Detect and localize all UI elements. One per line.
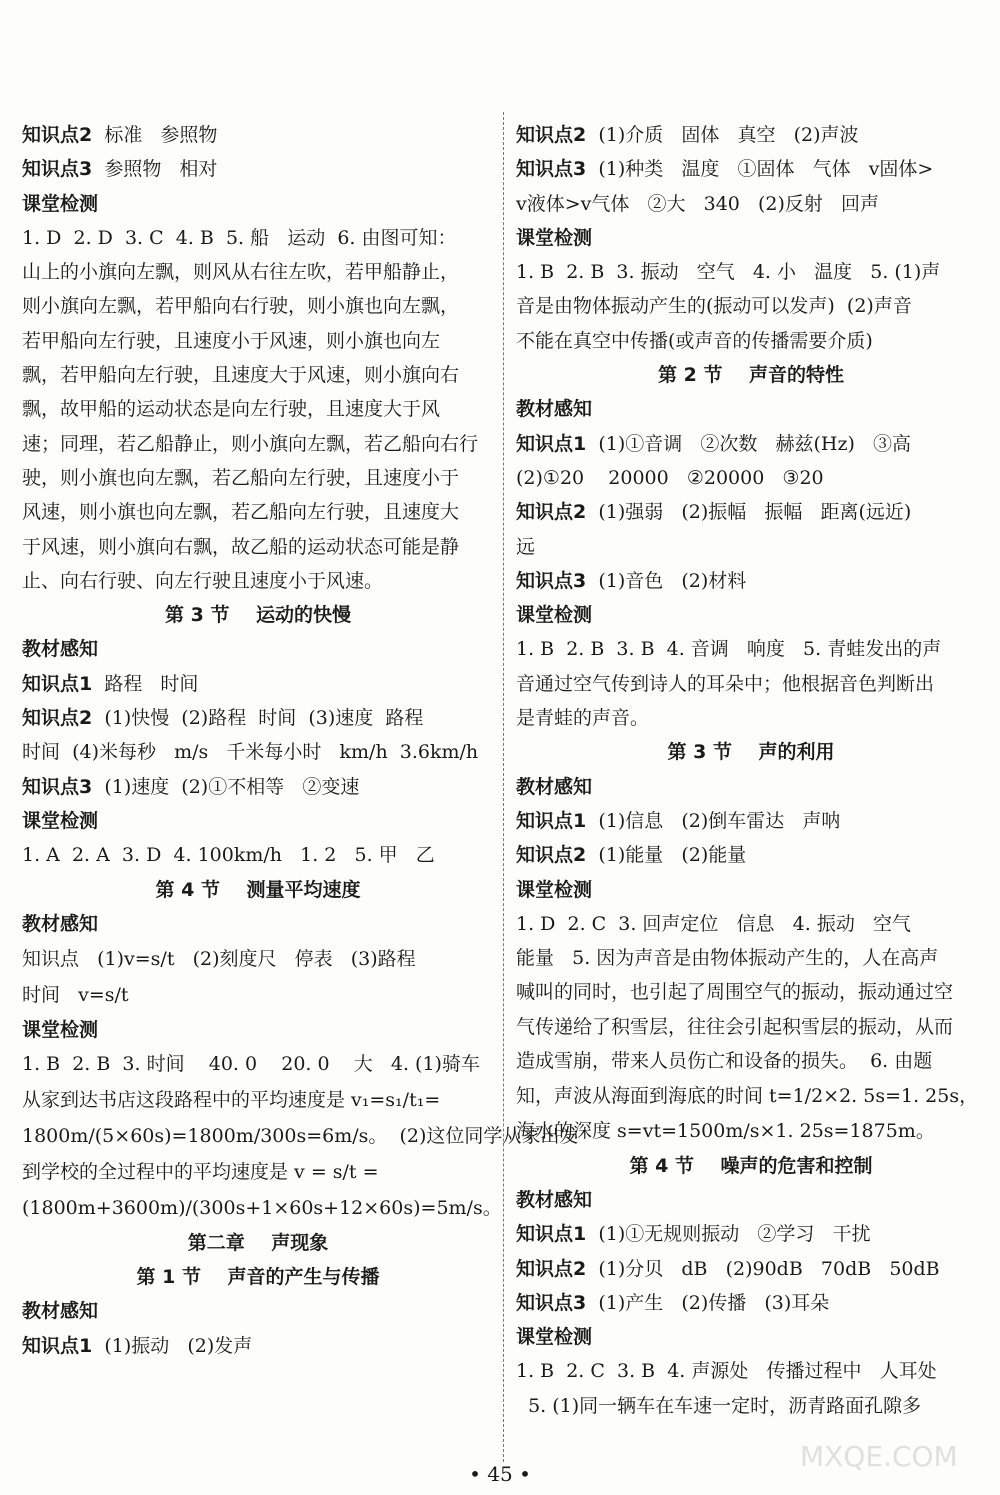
answer-line: 则小旗向左飘，若甲船向右行驶，则小旗也向左飘， [22,295,460,318]
answer-line: 能量 5. 因为声音是由物体振动产生的，人在高声 [516,947,939,970]
knowledge-point-label: 知识点1 [22,672,93,695]
answer-line: 5. (1)同一辆车在车速一定时，沥青路面孔隙多 [516,1394,922,1417]
knowledge-point-text: 标准 参照物 [92,124,218,146]
answer-line: 速；同理，若乙船静止，则小旗向左飘，若乙船向右行 [22,432,479,455]
knowledge-point-text: (1)产生 (2)传播 (3)耳朵 [586,1291,830,1314]
knowledge-point-label: 知识点1 [516,809,587,832]
chapter-title: 第 4 节 噪声的危害和控制 [629,1154,873,1177]
knowledge-point-label: 知识点3 [516,1291,587,1314]
left-column [22,118,579,1363]
knowledge-point-line [516,1217,986,1251]
section-heading: 课堂检测 [22,809,99,832]
formula-line: 知，声波从海面到海底的时间 t=1/2×2. 5s=1. 25s， [516,1085,979,1108]
knowledge-point-text: (1)①无规则振动 ②学习 干扰 [586,1223,871,1246]
knowledge-point-text: (1)音色 (2)材料 [586,569,747,592]
knowledge-point-line [516,427,986,461]
section-heading: 教材感知 [516,398,593,421]
answer-line: 1. D 2. C 3. 回声定位 信息 4. 振动 空气 [516,912,911,935]
formula-line: 1800m/(5×60s)=1800m/300s=6m/s。 (2)这位同学从家出发 [22,1124,579,1147]
answer-line: 时间 (4)米每秒 m/s 千米每小时 km/h 3.6km/h [22,741,479,764]
chapter-title: 第二章 声现象 [187,1231,329,1254]
section-heading: 课堂检测 [516,878,593,901]
knowledge-point-line [516,838,986,872]
knowledge-point-text: (1)信息 (2)倒车雷达 声呐 [586,809,841,832]
knowledge-point-line [516,564,986,598]
knowledge-point-line [22,118,494,152]
knowledge-point-line [22,1329,494,1363]
answer-line: 1. B 2. B 3. B 4. 音调 响度 5. 青蛙发出的声 [516,638,942,661]
knowledge-point-label: 知识点2 [22,124,93,146]
answer-line: 1. B 2. B 3. 振动 空气 4. 小 温度 5. (1)声 [516,261,941,284]
knowledge-point-line [22,701,494,735]
answer-line: 是青蛙的声音。 [516,707,650,730]
watermark: MXQE.COM [800,1440,958,1473]
knowledge-point-line [516,118,986,152]
answer-line: 驶，则小旗也向左飘，若乙船向左行驶，且速度小于 [22,466,460,489]
chapter-title: 第 1 节 声音的产生与传播 [136,1266,380,1289]
answer-line: 1. B 2. B 3. 时间 40. 0 20. 0 大 4. (1)骑车 [22,1053,480,1076]
answer-line: 若甲船向左行驶，且速度小于风速，则小旗也向左 [22,329,441,352]
answer-line: 风速，则小旗也向左飘，若乙船向左行驶，且速度大 [22,501,460,524]
knowledge-point-line [516,1252,986,1286]
right-column [516,118,986,1423]
knowledge-point-line [22,667,494,701]
knowledge-point-label: 知识点2 [516,501,587,524]
knowledge-point-line [22,152,494,186]
answer-line: 不能在真空中传播(或声音的传播需要介质) [516,329,873,352]
answer-line: 1. B 2. C 3. B 4. 声源处 传播过程中 人耳处 [516,1360,937,1383]
knowledge-point-label: 知识点3 [22,158,93,181]
knowledge-point-line [516,152,986,186]
answer-line: 1. A 2. A 3. D 4. 100km/h 1. 2 5. 甲 乙 [22,844,435,867]
formula-line: 从家到达书店这段路程中的平均速度是 v₁=s₁/t₁= [22,1088,441,1111]
knowledge-point-text: 路程 时间 [92,672,199,695]
knowledge-point-text: (1)介质 固体 真空 (2)声波 [586,124,859,146]
formula-line: 到学校的全过程中的平均速度是 v = s/t = [22,1160,379,1183]
section-heading: 教材感知 [516,1188,593,1211]
knowledge-point-label: 知识点1 [516,432,587,455]
knowledge-point-label: 知识点3 [516,158,587,181]
answer-line: 飘，故甲船的运动状态是向左行驶，且速度大于风 [22,398,441,421]
knowledge-point-label: 知识点2 [516,124,587,146]
knowledge-point-text: (1)能量 (2)能量 [586,844,747,867]
answer-line: 飘，若甲船向左行驶，且速度大于风速，则小旗向右 [22,364,460,387]
section-heading: 教材感知 [22,912,99,935]
answer-line: 气传递给了积雪层，往往会引起积雪层的振动，从而 [516,1015,954,1038]
chapter-title: 第 2 节 声音的特性 [658,364,844,387]
section-heading: 课堂检测 [516,226,593,249]
answer-line: v液体>v气体 ②大 340 (2)反射 回声 [516,192,880,215]
knowledge-point-text: 参照物 相对 [92,158,218,181]
knowledge-point-label: 知识点1 [516,1223,587,1246]
answer-line: 于风速，则小旗向右飘，故乙船的运动状态可能是静 [22,535,460,558]
knowledge-point-label: 知识点2 [516,1257,587,1280]
chapter-title: 第 3 节 声的利用 [667,741,835,764]
section-heading: 教材感知 [22,1300,99,1323]
knowledge-point-text: (1)种类 温度 ①固体 气体 v固体> [586,158,934,181]
formula-line: 时间 v=s/t [22,984,129,1007]
answer-line: 远 [516,535,536,558]
knowledge-point-line [516,804,986,838]
knowledge-point-text: (1)强弱 (2)振幅 振幅 距离(远近) [586,501,912,524]
formula-line: 知识点 (1)v=s/t (2)刻度尺 停表 (3)路程 [22,948,416,971]
knowledge-point-label: 知识点3 [516,569,587,592]
knowledge-point-line [516,495,986,529]
knowledge-point-label: 知识点1 [22,1334,93,1357]
answer-line: 海水的深度 s=vt=1500m/s×1. 25s=1875m。 [516,1120,935,1143]
chapter-title: 第 4 节 测量平均速度 [155,878,361,901]
section-heading: 教材感知 [22,638,99,661]
knowledge-point-label: 知识点3 [22,775,93,798]
page-number: • 45 • [469,1462,531,1486]
answer-line: 音是由物体振动产生的(振动可以发声) (2)声音 [516,295,912,318]
knowledge-point-line [22,770,494,804]
knowledge-point-line [516,1286,986,1320]
knowledge-point-text: (1)①音调 ②次数 赫兹(Hz) ③高 [586,432,911,455]
answer-line: 止、向右行驶、向左行驶且速度小于风速。 [22,569,384,592]
knowledge-point-text: (1)快慢 (2)路程 时间 (3)速度 路程 [92,707,424,730]
section-heading: 课堂检测 [22,192,99,215]
answer-line: 音通过空气传到诗人的耳朵中；他根据音色判断出 [516,672,935,695]
chapter-title: 第 3 节 运动的快慢 [165,604,351,627]
section-heading: 教材感知 [516,775,593,798]
knowledge-point-label: 知识点2 [516,844,587,867]
answer-line: 喊叫的同时，也引起了周围空气的振动，振动通过空 [516,981,954,1004]
knowledge-point-text: (1)分贝 dB (2)90dB 70dB 50dB [586,1257,940,1280]
knowledge-point-text: (1)速度 (2)①不相等 ②变速 [92,775,360,798]
knowledge-point-label: 知识点2 [22,707,93,730]
section-heading: 课堂检测 [22,1019,99,1042]
knowledge-point-text: (1)振动 (2)发声 [92,1334,253,1357]
column-divider [503,112,504,1462]
section-heading: 课堂检测 [516,604,593,627]
answer-line: (2)①20 20000 ②20000 ③20 [516,466,824,489]
answer-line: 山上的小旗向左飘，则风从右往左吹，若甲船静止， [22,261,460,284]
section-heading: 课堂检测 [516,1326,593,1349]
answer-line: 1. D 2. D 3. C 4. B 5. 船 运动 6. 由图可知： [22,226,457,249]
answer-line: 造成雪崩，带来人员伤亡和设备的损失。 6. 由题 [516,1050,933,1073]
formula-line: (1800m+3600m)/(300s+1×60s+12×60s)=5m/s。 [22,1196,502,1219]
